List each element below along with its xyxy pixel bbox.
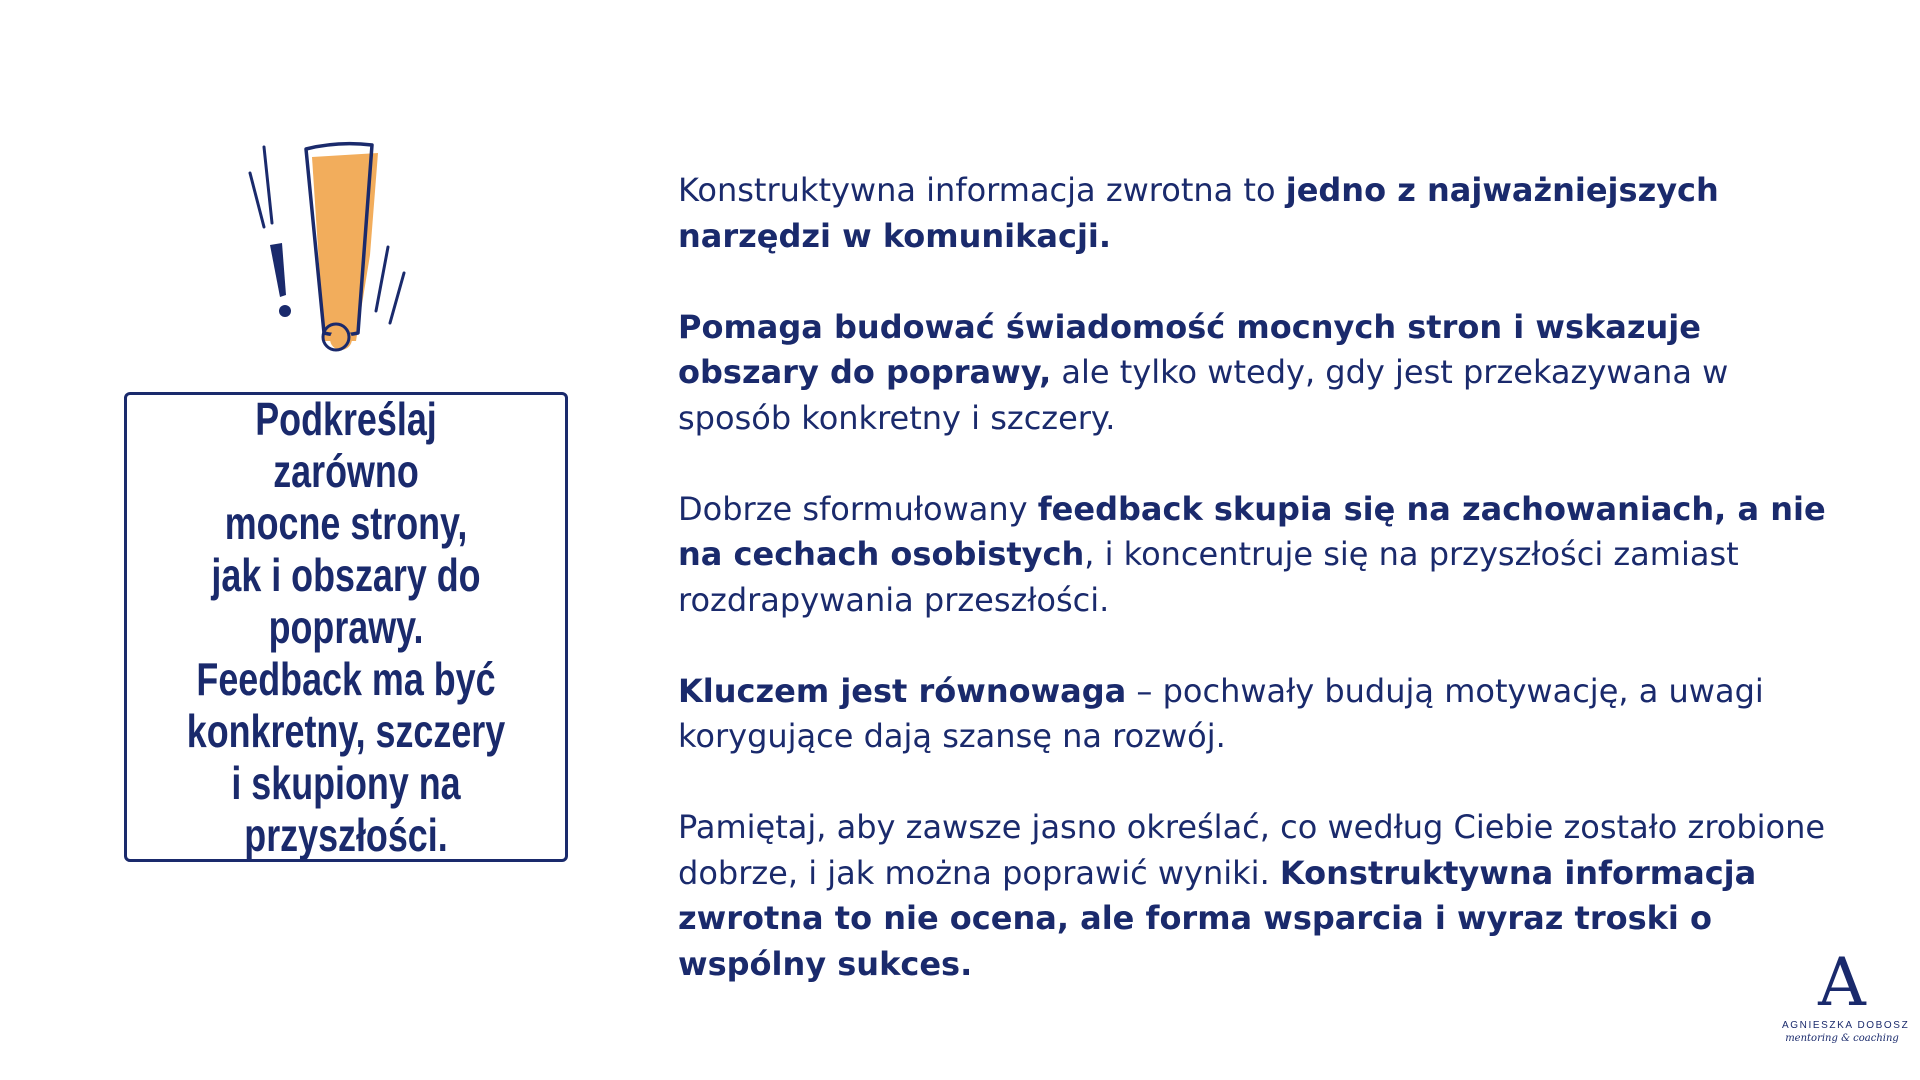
text: Dobrze sformułowany — [678, 489, 1038, 528]
paragraph — [678, 305, 1838, 442]
text: ale tylko wtedy, gdy jest przekazywana w sposób konkretny i szczery. — [678, 353, 1729, 437]
logo-name: AGNIESZKA DOBOSZ — [1782, 1020, 1910, 1031]
bold-text: Konstruktywna informacja zwrotna to nie ocena, ale forma wsparcia i wyraz troski o wspólny sukces. — [678, 853, 1757, 983]
logo-letter: A — [1818, 944, 1866, 1021]
exclamation-icon — [240, 135, 420, 365]
main-text — [678, 168, 1838, 1033]
callout-text: Podkreślaj zarówno mocne strony, jak i obszary do poprawy. Feedback ma być konkretny, szczery i skupiony na przyszłości. — [186, 393, 506, 861]
bold-text: Kluczem jest równowaga — [678, 671, 1127, 710]
brand-logo — [1782, 944, 1910, 1060]
logo-tagline: mentoring & coaching — [1785, 1033, 1899, 1044]
bold-text: jedno z najważniejszych narzędzi w komunikacji. — [678, 171, 1719, 255]
paragraph — [678, 168, 1838, 259]
paragraph — [678, 805, 1838, 987]
paragraph — [678, 487, 1838, 624]
text: Konstruktywna informacja zwrotna to — [678, 171, 1286, 209]
text: , i koncentruje się na przyszłości zamiast rozdrapywania przeszłości. — [678, 535, 1739, 619]
bold-text: Pomaga budować świadomość mocnych stron i wskazuje obszary do poprawy, — [678, 307, 1701, 391]
text: – pochwały budują motywację, a uwagi korygujące dają szansę na rozwój. — [678, 671, 1764, 755]
text: Pamiętaj, aby zawsze jasno określać, co według Ciebie zostało zrobione dobrze, i jak można poprawić wyniki. — [678, 808, 1826, 892]
paragraph — [678, 669, 1838, 760]
callout-box — [124, 392, 568, 862]
bold-text: feedback skupia się na zachowaniach, a nie na cechach osobistych — [678, 489, 1826, 573]
